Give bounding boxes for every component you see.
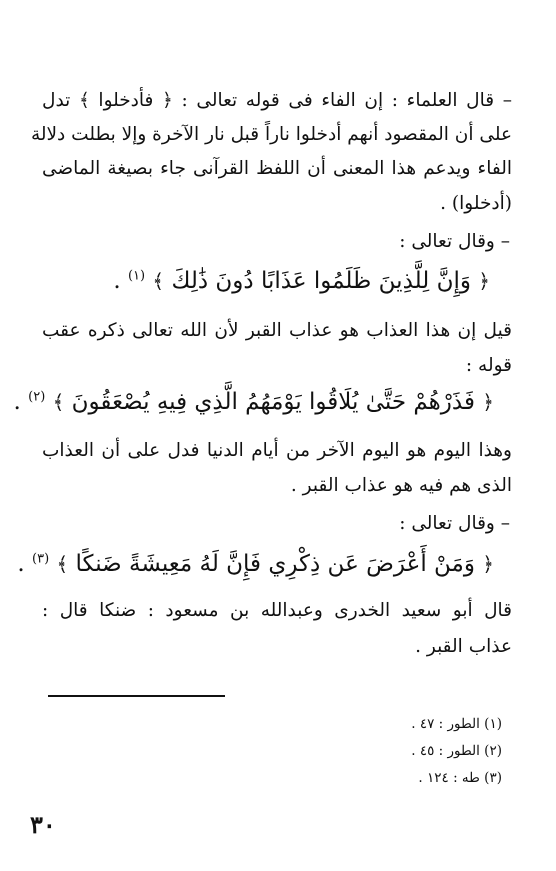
- verse-open-bracket: ﴿: [478, 269, 490, 293]
- footnote: (٣) طه : ١٢٤ .: [418, 770, 502, 786]
- body-text-line: على أن المقصود أنهم أدخلوا ناراً قبل نار الآخرة وإلا بطلت دلالة: [30, 124, 512, 145]
- verse-end: .: [113, 268, 121, 294]
- verse-close-bracket: ﴾: [52, 390, 65, 414]
- body-text-line: الذى هم فيه هو عذاب القبر .: [290, 475, 512, 496]
- footnote: (١) الطور : ٤٧ .: [411, 716, 502, 732]
- body-text-line: الفاء ويدعم هذا المعنى أن اللفظ القرآنى جاء بصيغة الماضى: [42, 158, 512, 179]
- body-text-line: عذاب القبر .: [415, 636, 512, 657]
- body-text-line: قال أبو سعيد الخدرى وعبدالله بن مسعود : ضنكا قال :: [42, 600, 512, 621]
- footnote-ref: (٢): [28, 389, 46, 405]
- footnote-ref: (٣): [32, 551, 50, 567]
- quran-verse-1: [40, 268, 490, 296]
- verse-end: .: [17, 551, 25, 577]
- quran-verse-2: [13, 389, 494, 417]
- footnote: (٢) الطور : ٤٥ .: [411, 743, 502, 759]
- footnote-divider: [48, 695, 225, 697]
- footnote-ref: (١): [127, 268, 146, 284]
- verse-text: وَمَنْ أَعْرَضَ عَن ذِكْرِي فَإِنَّ لَهُ مَعِيشَةً ضَنكًا: [75, 551, 475, 577]
- body-text-line: قوله :: [465, 355, 512, 376]
- verse-text: وَإِنَّ لِلَّذِينَ ظَلَمُوا عَذَابًا دُونَ ذَٰلِكَ: [171, 268, 471, 294]
- body-text-line: قيل إن هذا العذاب هو عذاب القبر لأن الله تعالى ذكره عقب: [42, 320, 512, 341]
- verse-intro: – وقال تعالى :: [399, 513, 510, 534]
- body-text-line: وهذا اليوم هو اليوم الآخر من أيام الدنيا فدل على أن العذاب: [42, 440, 512, 461]
- verse-intro: – وقال تعالى :: [399, 231, 510, 252]
- verse-close-bracket: ﴾: [152, 269, 165, 293]
- page-number: ٣٠: [30, 810, 56, 839]
- verse-open-bracket: ﴿: [482, 552, 494, 576]
- body-text-line: – قال العلماء : إن الفاء فى قوله تعالى : ﴿ فأدخلوا ﴾ تدل: [42, 90, 512, 111]
- verse-close-bracket: ﴾: [56, 552, 69, 576]
- quran-verse-3: [17, 551, 494, 579]
- body-text-line: (أدخلوا) .: [440, 193, 512, 214]
- verse-end: .: [13, 389, 21, 415]
- verse-text: فَذَرْهُمْ حَتَّىٰ يُلَاقُوا يَوْمَهُمُ الَّذِي فِيهِ يُصْعَقُونَ: [71, 389, 475, 415]
- verse-open-bracket: ﴿: [482, 390, 494, 414]
